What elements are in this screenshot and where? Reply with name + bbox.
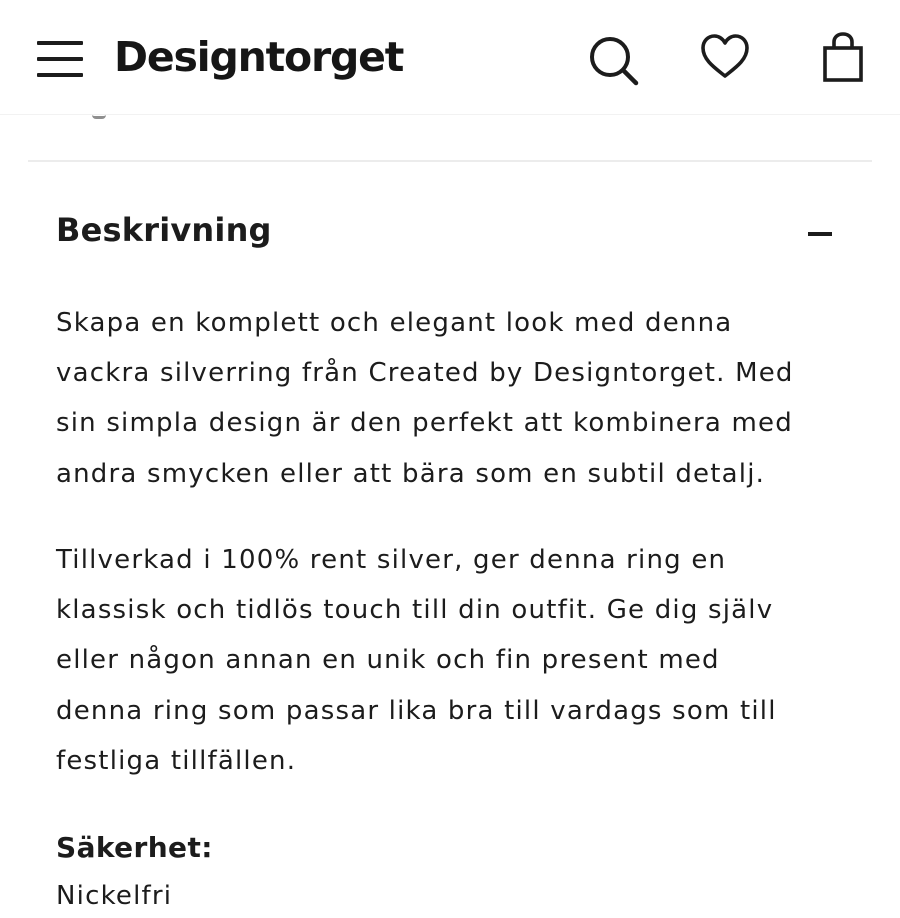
site-header — [0, 0, 900, 115]
safety-value: Nickelfri — [56, 881, 173, 911]
hamburger-menu-icon — [37, 41, 83, 45]
text-line: festliga tillfällen. — [56, 745, 297, 776]
search-button[interactable] — [585, 32, 641, 88]
text-line: sin simpla design är den perfekt att kombinera med — [56, 408, 793, 439]
section-divider — [28, 160, 872, 162]
safety-label: Säkerhet: — [56, 831, 213, 864]
text-line: andra smycken eller att bära som en subtil detalj. — [56, 458, 766, 489]
hamburger-menu-icon — [37, 57, 83, 61]
text-line: klassisk och tidlös touch till din outfit. Ge dig själv — [56, 595, 774, 626]
text-line: vackra silverring från Created by Designtorget. Med — [56, 358, 794, 389]
hamburger-menu-icon — [37, 73, 83, 77]
menu-button[interactable] — [34, 38, 86, 80]
text-line: denna ring som passar lika bra till vardags som till — [56, 695, 777, 726]
site-logo[interactable]: Designtorget — [114, 33, 404, 81]
search-icon — [585, 32, 641, 88]
description-accordion-header[interactable] — [56, 196, 846, 266]
heart-icon — [697, 30, 753, 86]
shopping-bag-icon — [815, 30, 871, 86]
description-paragraph-2 — [56, 535, 856, 786]
description-title: Beskrivning — [56, 211, 272, 249]
text-line: Skapa en komplett och elegant look med denna — [56, 308, 733, 338]
text-line: Tillverkad i 100% rent silver, ger denna ring en — [56, 545, 727, 575]
text-line: eller någon annan en unik och fin present med — [56, 645, 720, 676]
description-paragraph-1 — [56, 298, 856, 499]
wishlist-button[interactable] — [697, 30, 753, 86]
cart-button[interactable] — [815, 30, 871, 86]
minus-icon[interactable] — [808, 232, 832, 236]
